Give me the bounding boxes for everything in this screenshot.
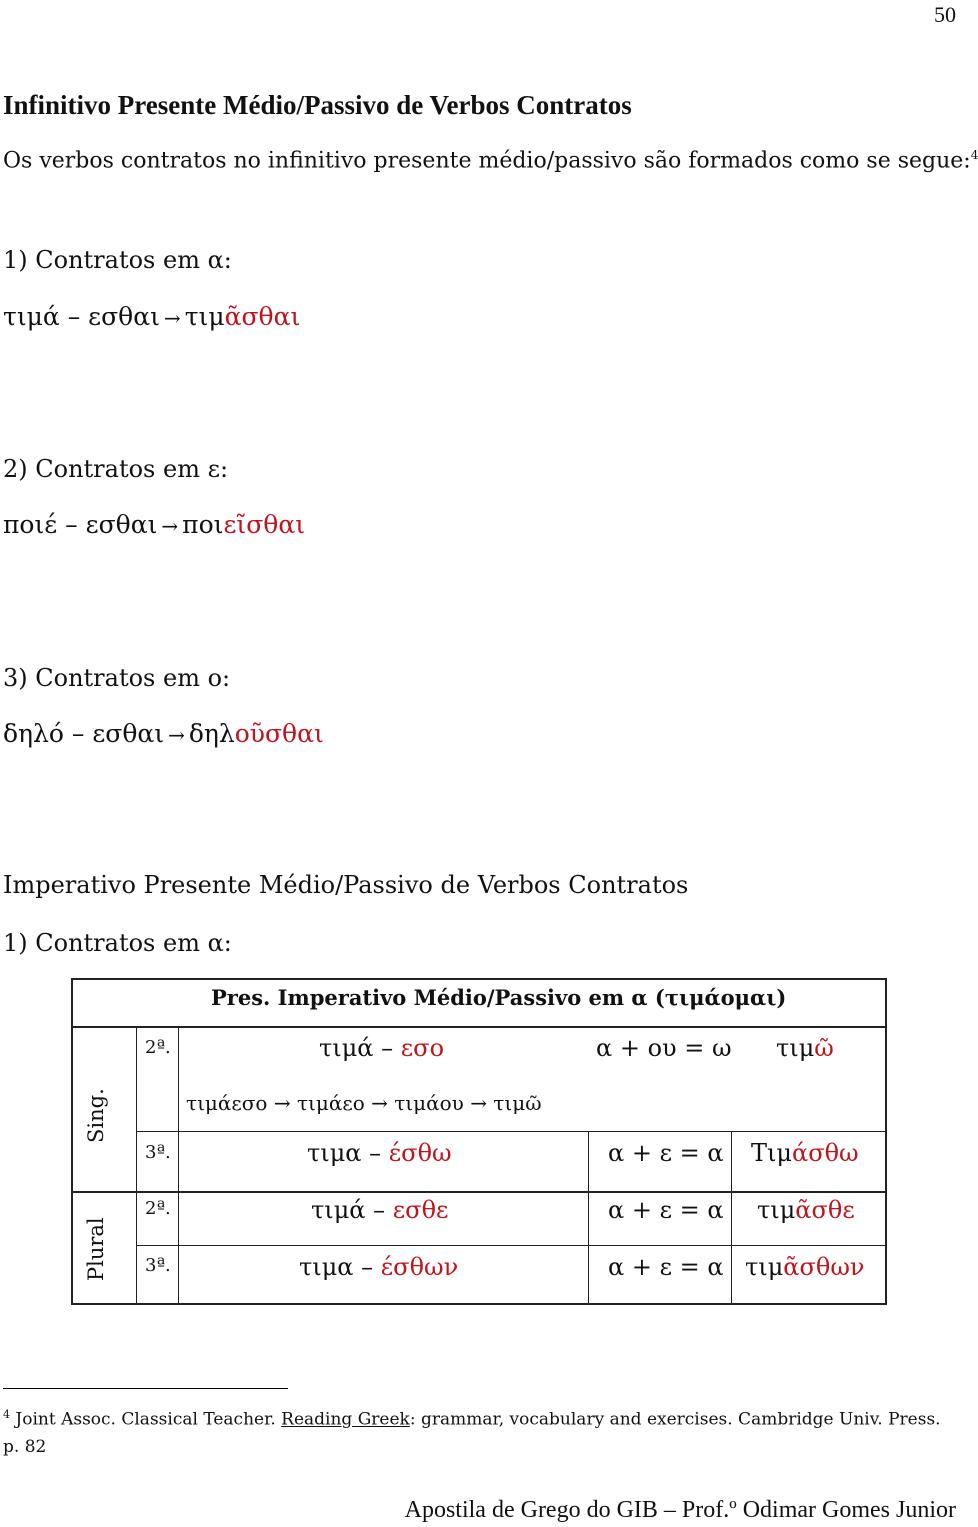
row1-rule: α + ου = ω [596, 1034, 732, 1062]
footnote-ref: 4 [970, 148, 978, 162]
row4-rule: α + ε = α [608, 1253, 724, 1281]
row2-rule: α + ε = α [608, 1139, 724, 1167]
row3-form: τιμά – εσθε [311, 1196, 449, 1224]
section1-title: Infinitivo Presente Médio/Passivo de Verbos Contratos [3, 90, 632, 120]
footnote-book-title: Reading Greek [281, 1409, 410, 1430]
footnote-divider [3, 1388, 288, 1389]
row3-result: τιμᾶσθε [757, 1196, 855, 1224]
row1-person: 2ª. [145, 1037, 171, 1058]
row4-result: τιμᾶσθων [745, 1253, 865, 1281]
item2-heading: 2) Contratos em ε: [3, 455, 229, 483]
arrow-icon: → [163, 306, 181, 330]
row1-result: τιμῶ [776, 1034, 834, 1062]
item1-heading: 1) Contratos em α: [3, 246, 232, 274]
arrow-icon: → [161, 514, 179, 538]
item1-formula: τιμά – εσθαι → τιμᾶσθαι [3, 302, 301, 331]
row2-form: τιμα – έσθω [307, 1139, 452, 1167]
section2-subheading: 1) Contratos em α: [3, 929, 232, 957]
page-number: 50 [934, 2, 956, 27]
row2-person: 3ª. [145, 1142, 171, 1163]
sing-label: Sing. [84, 1088, 108, 1143]
row1-form: τιμά – εσο [319, 1034, 445, 1062]
item3-formula: δηλό – εσθαι → δηλοῦσθαι [3, 719, 324, 748]
row3-rule: α + ε = α [608, 1196, 724, 1224]
item2-formula: ποιέ – εσθαι → ποιεῖσθαι [3, 510, 306, 539]
table-header: Pres. Imperativo Médio/Passivo em α (τιμάομαι) [211, 985, 787, 1010]
section2-title: Imperativo Presente Médio/Passivo de Verbos Contratos [3, 871, 689, 899]
row2-result: Τιμάσθω [751, 1139, 859, 1167]
section1-intro: Os verbos contratos no infinitivo presente médio/passivo são formados como se segue:$^4$ [3, 148, 978, 174]
plural-label: Plural [84, 1217, 108, 1281]
page-footer: Apostila de Grego do GIB – Prof.º Odimar Gomes Junior [404, 1497, 956, 1523]
imperative-table [71, 978, 887, 1305]
footnote: $^4$ Joint Assoc. Classical Teacher. Reading Greek: grammar, vocabulary and exercises. Cambridge Univ. Press. p. 82 [3, 1408, 941, 1457]
row4-person: 3ª. [145, 1255, 171, 1276]
row3-person: 2ª. [145, 1198, 171, 1219]
item3-heading: 3) Contratos em ο: [3, 664, 231, 692]
row4-form: τιμα – έσθων [299, 1253, 459, 1281]
row1-derivation: τιμάεσο → τιμάεο → τιμάου → τιμῶ [186, 1091, 542, 1115]
arrow-icon: → [168, 723, 185, 747]
